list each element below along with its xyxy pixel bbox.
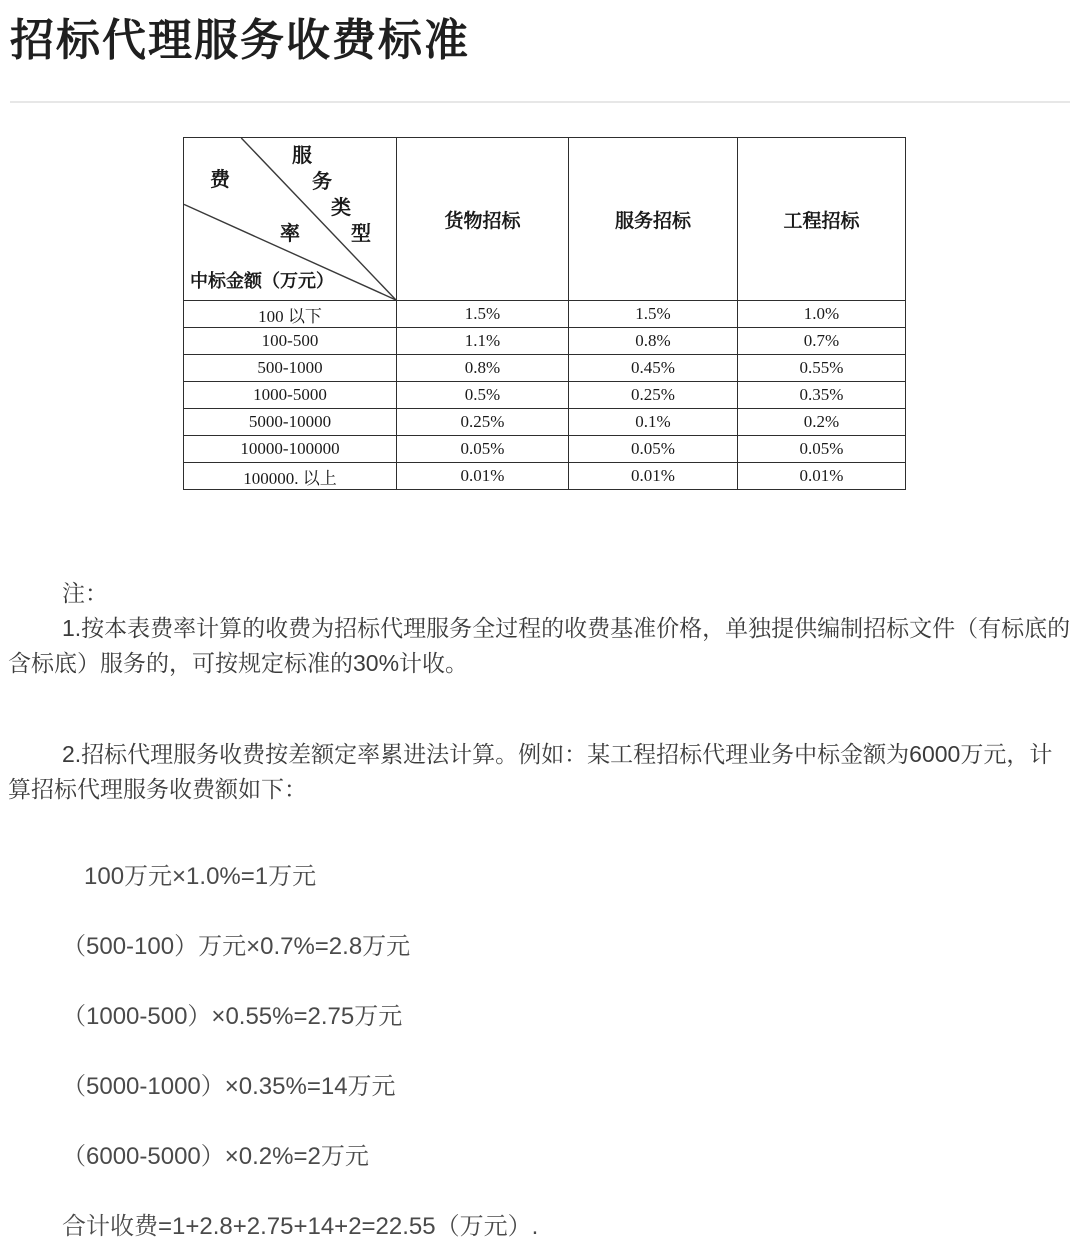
amount-range-cell: 5000-10000	[184, 409, 397, 436]
page-title: 招标代理服务收费标准	[10, 16, 470, 65]
amount-range-cell: 1000-5000	[184, 382, 397, 409]
rate-cell: 0.5%	[397, 382, 569, 409]
rate-cell: 0.05%	[569, 436, 738, 463]
rate-cell: 1.5%	[397, 301, 569, 328]
table-row	[184, 409, 906, 436]
rate-cell: 0.05%	[738, 436, 906, 463]
rate-cell: 0.55%	[738, 355, 906, 382]
calc-line: 合计收费=1+2.8+2.75+14+2=22.55（万元）.	[62, 1213, 539, 1240]
fee-table-container	[183, 137, 906, 490]
note-item-2: 2.招标代理服务收费按差额定率累进法计算。例如：某工程招标代理业务中标金额为6000万元，计算招标代理服务收费额如下：	[8, 741, 1053, 802]
table-row	[184, 436, 906, 463]
rate-cell: 0.2%	[738, 409, 906, 436]
corner-char-service-3: 类	[331, 197, 351, 219]
amount-range-cell: 100-500	[184, 328, 397, 355]
rate-cell: 0.01%	[569, 463, 738, 490]
corner-char-service-1: 服	[292, 145, 312, 167]
diagonal-corner-cell	[184, 138, 397, 301]
notes-section	[0, 576, 1080, 807]
corner-char-fee-1: 费	[210, 169, 230, 191]
calc-line: （6000-5000）×0.2%=2万元	[62, 1143, 369, 1170]
horizontal-divider	[10, 101, 1070, 103]
rate-cell: 0.25%	[397, 409, 569, 436]
calc-lines	[0, 862, 1080, 1252]
fee-rate-table	[183, 137, 906, 490]
rate-cell: 0.45%	[569, 355, 738, 382]
rate-cell: 0.01%	[397, 463, 569, 490]
notes-label: 注：	[62, 580, 108, 606]
table-row	[184, 463, 906, 490]
corner-char-service-2: 务	[312, 171, 332, 193]
calc-line: （500-100）万元×0.7%=2.8万元	[62, 933, 411, 960]
table-row	[184, 301, 906, 328]
rate-cell: 0.8%	[397, 355, 569, 382]
calc-line: 100万元×1.0%=1万元	[84, 863, 317, 890]
column-header-engineering: 工程招标	[738, 138, 906, 301]
note-item-1: 1.按本表费率计算的收费为招标代理服务全过程的收费基准价格，单独提供编制招标文件（有标底的含标底）服务的，可按规定标准的30%计收。	[8, 615, 1071, 676]
corner-char-fee-2: 率	[280, 223, 300, 245]
rate-cell: 0.35%	[738, 382, 906, 409]
column-header-goods: 货物招标	[397, 138, 569, 301]
rate-cell: 0.1%	[569, 409, 738, 436]
calc-line: （5000-1000）×0.35%=14万元	[62, 1073, 396, 1100]
rate-cell: 0.7%	[738, 328, 906, 355]
rate-cell: 0.25%	[569, 382, 738, 409]
rate-cell: 1.5%	[569, 301, 738, 328]
table-row	[184, 355, 906, 382]
table-row	[184, 328, 906, 355]
corner-char-service-4: 型	[351, 223, 371, 245]
rate-cell: 0.01%	[738, 463, 906, 490]
amount-range-cell: 10000-100000	[184, 436, 397, 463]
amount-range-cell: 500-1000	[184, 355, 397, 382]
column-header-service: 服务招标	[569, 138, 738, 301]
rate-cell: 0.05%	[397, 436, 569, 463]
amount-range-cell: 100000. 以上	[184, 463, 397, 490]
table-header-row	[184, 138, 906, 301]
corner-amount-label: 中标金额（万元）	[190, 271, 334, 291]
calc-line: （1000-500）×0.55%=2.75万元	[62, 1003, 403, 1030]
rate-cell: 1.1%	[397, 328, 569, 355]
rate-cell: 0.8%	[569, 328, 738, 355]
fee-table-body	[184, 301, 906, 490]
amount-range-cell: 100 以下	[184, 301, 397, 328]
rate-cell: 1.0%	[738, 301, 906, 328]
table-row	[184, 382, 906, 409]
